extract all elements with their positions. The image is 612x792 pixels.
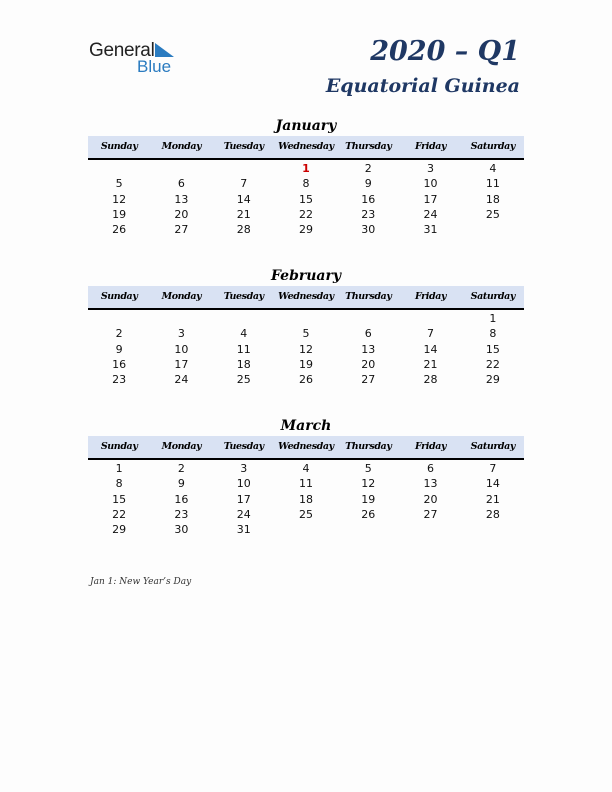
day-cell: 13 (174, 192, 189, 206)
day-cell: 14 (236, 192, 251, 206)
day-cell: 6 (177, 177, 185, 191)
day-cell: 25 (485, 207, 500, 221)
day-cell: 7 (489, 462, 497, 475)
day-cell: 25 (236, 373, 251, 387)
day-cell: 5 (115, 177, 123, 191)
weekday-header-thursday: Thursday (345, 141, 392, 152)
week-row (88, 342, 524, 357)
day-cell: 29 (298, 223, 313, 237)
day-cell: 9 (115, 342, 123, 356)
empty-day-cell (399, 522, 461, 537)
day-cell: 6 (364, 327, 372, 341)
day-cell: 11 (485, 177, 500, 191)
weekday-header-friday: Friday (414, 291, 447, 302)
empty-day-cell (88, 161, 150, 176)
day-cell: 24 (174, 373, 189, 387)
day-cell: 29 (112, 523, 127, 537)
day-cell: 21 (423, 357, 438, 371)
month-calendar-march (88, 416, 524, 537)
empty-day-cell (88, 311, 150, 326)
day-cell: 19 (361, 492, 376, 506)
day-cell: 17 (174, 357, 189, 371)
day-cell: 3 (177, 327, 185, 341)
week-row (88, 207, 524, 222)
week-row (88, 492, 524, 507)
empty-day-cell (213, 311, 275, 326)
day-cell: 2 (115, 327, 123, 341)
week-row (88, 357, 524, 372)
week-row (88, 507, 524, 522)
week-row (88, 461, 524, 476)
weekday-header-wednesday: Wednesday (278, 441, 334, 452)
holiday-note: Jan 1: New Year’s Day (90, 577, 192, 587)
day-cell: 17 (423, 192, 438, 206)
empty-day-cell (150, 161, 212, 176)
week-row (88, 192, 524, 207)
day-cell: 27 (423, 507, 438, 521)
day-cell: 28 (485, 507, 500, 521)
month-calendar-february (88, 266, 524, 387)
weekday-header-friday: Friday (414, 141, 447, 152)
month-name: February (270, 268, 341, 284)
day-cell: 4 (302, 462, 310, 475)
country-subtitle: Equatorial Guinea (325, 75, 520, 97)
empty-day-cell (213, 161, 275, 176)
page-title: 2020 – Q1 (370, 36, 520, 67)
weekday-header-friday: Friday (414, 441, 447, 452)
logo-text-general: General (89, 40, 155, 61)
day-cell: 4 (240, 327, 248, 341)
day-cell: 20 (174, 207, 189, 221)
day-cell: 12 (361, 477, 376, 491)
generalblue-logo (89, 40, 189, 76)
week-row (88, 161, 524, 176)
day-cell: 31 (236, 523, 251, 537)
day-cell: 31 (423, 223, 438, 237)
day-cell: 22 (112, 507, 127, 521)
weekday-header-row (88, 286, 524, 310)
day-cell: 26 (112, 223, 127, 237)
day-cell: 16 (174, 492, 189, 506)
day-cell: 3 (427, 162, 435, 175)
weekday-header-monday: Monday (161, 441, 202, 452)
day-cell: 21 (485, 492, 500, 506)
day-cell: 20 (423, 492, 438, 506)
weekday-header-sunday: Sunday (100, 441, 138, 452)
weekday-header-monday: Monday (161, 291, 202, 302)
weekday-header-saturday: Saturday (470, 141, 516, 152)
day-cell: 9 (364, 177, 372, 191)
day-cell: 28 (236, 223, 251, 237)
empty-day-cell (462, 522, 524, 537)
empty-day-cell (337, 522, 399, 537)
day-cell: 27 (174, 223, 189, 237)
logo-text-blue: Blue (137, 57, 172, 76)
day-cell: 26 (298, 373, 313, 387)
month-calendar-january (88, 116, 524, 237)
day-cell: 18 (485, 192, 500, 206)
day-cell: 26 (361, 507, 376, 521)
weekday-header-wednesday: Wednesday (278, 141, 334, 152)
day-cell: 6 (427, 462, 435, 475)
day-cell: 19 (112, 207, 127, 221)
day-cell: 18 (236, 357, 251, 371)
weekday-header-tuesday: Tuesday (223, 441, 264, 452)
day-cell: 1 (489, 312, 497, 325)
day-cell: 12 (112, 192, 127, 206)
week-row (88, 311, 524, 326)
day-cell: 11 (298, 477, 313, 491)
day-cell: 7 (427, 327, 435, 341)
empty-day-cell (150, 311, 212, 326)
day-cell: 29 (485, 373, 500, 387)
weekday-header-row (88, 436, 524, 460)
day-cell: 10 (236, 477, 251, 491)
weekday-header-row (88, 136, 524, 160)
day-cell: 5 (364, 462, 372, 475)
day-cell: 22 (298, 207, 313, 221)
day-cell: 15 (485, 342, 500, 356)
weekday-header-sunday: Sunday (100, 141, 138, 152)
day-cell: 15 (298, 192, 313, 206)
day-cell: 8 (489, 327, 497, 341)
day-cell: 24 (423, 207, 438, 221)
day-cell: 30 (174, 523, 189, 537)
weekday-header-wednesday: Wednesday (278, 291, 334, 302)
empty-day-cell (462, 222, 524, 237)
day-cell: 14 (423, 342, 438, 356)
weekday-header-tuesday: Tuesday (223, 141, 264, 152)
day-cell: 4 (489, 162, 497, 175)
day-cell: 30 (361, 223, 376, 237)
weekday-header-saturday: Saturday (470, 291, 516, 302)
weekday-header-tuesday: Tuesday (223, 291, 264, 302)
day-cell: 15 (112, 492, 127, 506)
day-cell: 12 (298, 342, 313, 356)
day-cell: 23 (361, 207, 376, 221)
day-cell: 23 (174, 507, 189, 521)
day-cell: 19 (298, 357, 313, 371)
month-name: March (280, 418, 332, 434)
empty-day-cell (337, 311, 399, 326)
weekday-header-sunday: Sunday (100, 291, 138, 302)
day-cell: 8 (302, 177, 310, 191)
day-cell: 1 (115, 462, 123, 475)
day-cell: 27 (361, 373, 376, 387)
week-row (88, 222, 524, 237)
week-row (88, 176, 524, 191)
day-cell: 10 (174, 342, 189, 356)
empty-day-cell (275, 522, 337, 537)
day-cell: 2 (177, 462, 185, 475)
day-cell: 16 (112, 357, 127, 371)
day-cell: 14 (485, 477, 500, 491)
day-cell: 13 (423, 477, 438, 491)
day-cell: 25 (298, 507, 313, 521)
day-cell: 7 (240, 177, 248, 191)
day-cell: 20 (361, 357, 376, 371)
week-row (88, 372, 524, 387)
day-cell: 17 (236, 492, 251, 506)
day-cell: 11 (236, 342, 251, 356)
weekday-header-saturday: Saturday (470, 441, 516, 452)
day-cell: 3 (240, 462, 248, 475)
day-cell: 23 (112, 373, 127, 387)
day-cell: 16 (361, 192, 376, 206)
day-cell: 13 (361, 342, 376, 356)
weekday-header-thursday: Thursday (345, 291, 392, 302)
weekday-header-monday: Monday (161, 141, 202, 152)
day-cell: 8 (115, 477, 123, 491)
weekday-header-thursday: Thursday (345, 441, 392, 452)
day-cell: 21 (236, 207, 251, 221)
week-row (88, 522, 524, 537)
day-cell: 22 (485, 357, 500, 371)
empty-day-cell (275, 311, 337, 326)
day-cell: 2 (364, 162, 372, 175)
day-cell: 24 (236, 507, 251, 521)
day-cell: 9 (177, 477, 185, 491)
empty-day-cell (399, 311, 461, 326)
month-name: January (275, 118, 337, 134)
day-cell: 1 (302, 162, 310, 175)
week-row (88, 326, 524, 341)
day-cell: 18 (298, 492, 313, 506)
day-cell: 5 (302, 327, 310, 341)
day-cell: 10 (423, 177, 438, 191)
week-row (88, 476, 524, 491)
day-cell: 28 (423, 373, 438, 387)
